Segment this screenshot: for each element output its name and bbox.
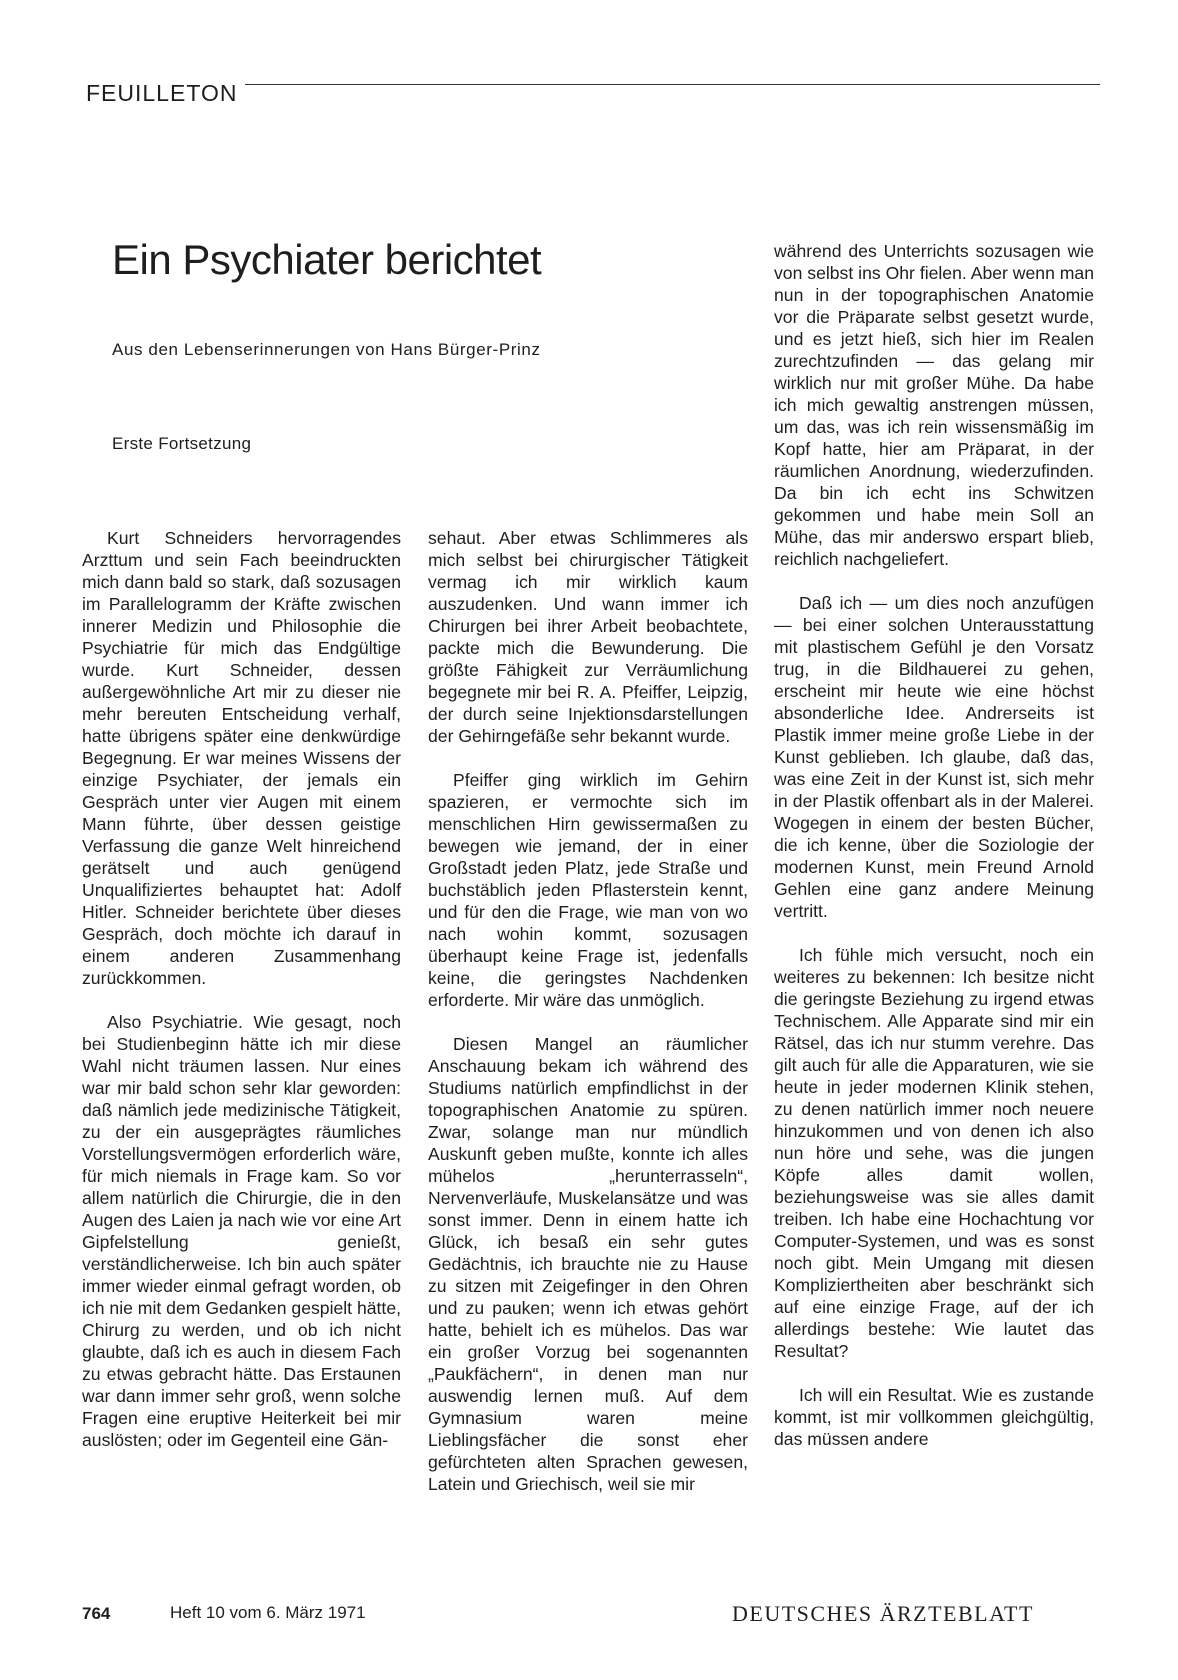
- paragraph: während des Unterrichts sozusagen wie von selbst ins Ohr fielen. Aber wenn man nun in der topographischen Anatomie vor die Präparate selbst gesetzt wurde, und es jetzt hieß, sich hier im Realen zurechtzufinden — das gelang mir wirklich nur mit großer Mühe. Da habe ich mich gewaltig anstrengen müssen, um das, was ich rein wissensmäßig im Kopf hatte, hier am Präparat, in der räumlichen Anordnung, wiederzufinden. Da bin ich echt ins Schwitzen gekommen und habe mein Soll an Mühe, das mir anderswo erspart blieb, reichlich nachgeliefert.: [774, 241, 1094, 569]
- text-column-3: [774, 240, 1094, 1450]
- header-rule: [245, 84, 1100, 85]
- journal-name: DEUTSCHES ÄRZTEBLATT: [732, 1601, 1034, 1626]
- text-column-1: [82, 527, 401, 1451]
- paragraph: Diesen Mangel an räumlicher Anschauung bekam ich während des Studiums natürlich empfindlichst in der topographischen Anatomie zu spüren. Zwar, solange man nur mündlich Auskunft geben mußte, konnte ich alles mühelos „herunterrasseln“, Nervenverläufe, Muskelansätze und was sonst immer. Denn in einem hatte ich Glück, ich besaß ein sehr gutes Gedächtnis, ich brauchte nie zu Hause zu sitzen mit Zeigefinger in den Ohren und zu pauken; wenn ich etwas gehört hatte, behielt ich es mühelos. Das war ein großer Vorzug bei sogenannten „Paukfächern“, in denen man nur auswendig lernen muß. Auf dem Gymnasium waren meine Lieblingsfächer die sonst eher gefürchteten alten Sprachen gewesen, Latein und Griechisch, weil sie mir: [428, 1034, 748, 1494]
- paragraph: Ich will ein Resultat. Wie es zustande kommt, ist mir vollkommen gleichgültig, das müssen andere: [774, 1385, 1094, 1449]
- paragraph: Kurt Schneiders hervorragendes Arzttum und sein Fach beeindruckten mich dann bald so stark, daß sozusagen im Parallelogramm der Kräfte zwischen innerer Medizin und Philosophie die Psychiatrie für mich das Endgültige wurde. Kurt Schneider, dessen außergewöhnliche Art mir zu dieser nie mehr bereuten Entscheidung verhalf, hatte übrigens später eine denkwürdige Begegnung. Er war meines Wissens der einzige Psychiater, der jemals ein Gespräch unter vier Augen mit einem Mann führte, über dessen geistige Verfassung die ganze Welt hinreichend gerätselt und auch genügend Unqualifiziertes behauptet hat: Adolf Hitler. Schneider berichtete über dieses Gespräch, doch möchte ich darauf in einem anderen Zusammenhang zurückkommen.: [82, 528, 401, 988]
- issue-line: Heft 10 vom 6. März 1971: [170, 1603, 366, 1622]
- paragraph: Also Psychiatrie. Wie gesagt, noch bei Studienbeginn hätte ich mir diese Wahl nicht träumen lassen. Nur eines war mir bald schon sehr klar geworden: daß nämlich jede medizinische Tätigkeit, zu der ein ausgeprägtes räumliches Vorstellungsvermögen erforderlich wäre, für mich niemals in Frage kam. So vor allem natürlich die Chirurgie, die in den Augen des Laien ja nach wie vor eine Art Gipfelstellung genießt, verständlicherweise. Ich bin auch später immer wieder einmal gefragt worden, ob ich nie mit dem Gedanken gespielt hätte, Chirurg zu werden, und ob ich nicht glaubte, daß ich es auch in diesem Fach zu etwas gebracht hätte. Das Erstaunen war dann immer sehr groß, wenn solche Fragen eine eruptive Heiterkeit bei mir auslösten; oder im Gegenteil eine Gän-: [82, 1012, 401, 1450]
- installment-label: Erste Fortsetzung: [112, 434, 252, 453]
- article-subtitle: Aus den Lebenserinnerungen von Hans Bürger-Prinz: [112, 340, 541, 359]
- paragraph: Ich fühle mich versucht, noch ein weiteres zu bekennen: Ich besitze nicht die geringste Beziehung zu irgend etwas Technischem. Alle Apparate sind mir ein Rätsel, das ich nur stumm verehre. Das gilt auch für alle die Apparaturen, wie sie heute in jeder modernen Klinik stehen, zu denen natürlich immer noch neuere hinzukommen und von denen ich also nun höre und sehe, was die jungen Köpfe alles damit wollen, beziehungsweise was sie alles damit treiben. Ich habe eine Hochachtung vor Computer-Systemen, und was es sonst noch gibt. Mein Umgang mit diesen Kompliziertheiten aber beschränkt sich auf eine einzige Frage, auf der ich allerdings bestehe: Wie lautet das Resultat?: [774, 945, 1094, 1361]
- paragraph: Pfeiffer ging wirklich im Gehirn spazieren, er vermochte sich im menschlichen Hirn gewissermaßen zu bewegen wie jemand, der in einer Großstadt jeden Platz, jede Straße und buchstäblich jeden Pflasterstein kennt, und für den die Frage, wie man von wo nach wohin kommt, sozusagen überhaupt keine Frage ist, jedenfalls keine, die geringstes Nachdenken erforderte. Mir wäre das unmöglich.: [428, 770, 748, 1010]
- text-column-2: [428, 527, 748, 1495]
- paragraph: Daß ich — um dies noch anzufügen — bei einer solchen Unterausstattung mit plastischem Gefühl je den Vorsatz trug, in die Bildhauerei zu gehen, erscheint mir heute wie eine höchst absonderliche Idee. Andrerseits ist Plastik immer meine große Liebe in der Kunst geblieben. Ich glaube, daß das, was eine Zeit in der Kunst ist, sich mehr in der Plastik offenbart als in der Malerei. Wogegen in einem der besten Bücher, die ich kenne, über die Soziologie der modernen Kunst, mein Freund Arnold Gehlen eine ganz andere Meinung vertritt.: [774, 593, 1094, 921]
- article-title: Ein Psychiater berichtet: [112, 236, 542, 283]
- paragraph: sehaut. Aber etwas Schlimmeres als mich selbst bei chirurgischer Tätigkeit vermag ich mir wirklich kaum auszudenken. Und wann immer ich Chirurgen bei ihrer Arbeit beobachtete, packte mich die Bewunderung. Die größte Fähigkeit zur Verräumlichung begegnete mir bei R. A. Pfeiffer, Leipzig, der durch seine Injektionsdarstellungen der Gehirngefäße sehr bekannt wurde.: [428, 528, 748, 746]
- page-number: 764: [82, 1604, 111, 1623]
- section-label: FEUILLETON: [86, 80, 238, 106]
